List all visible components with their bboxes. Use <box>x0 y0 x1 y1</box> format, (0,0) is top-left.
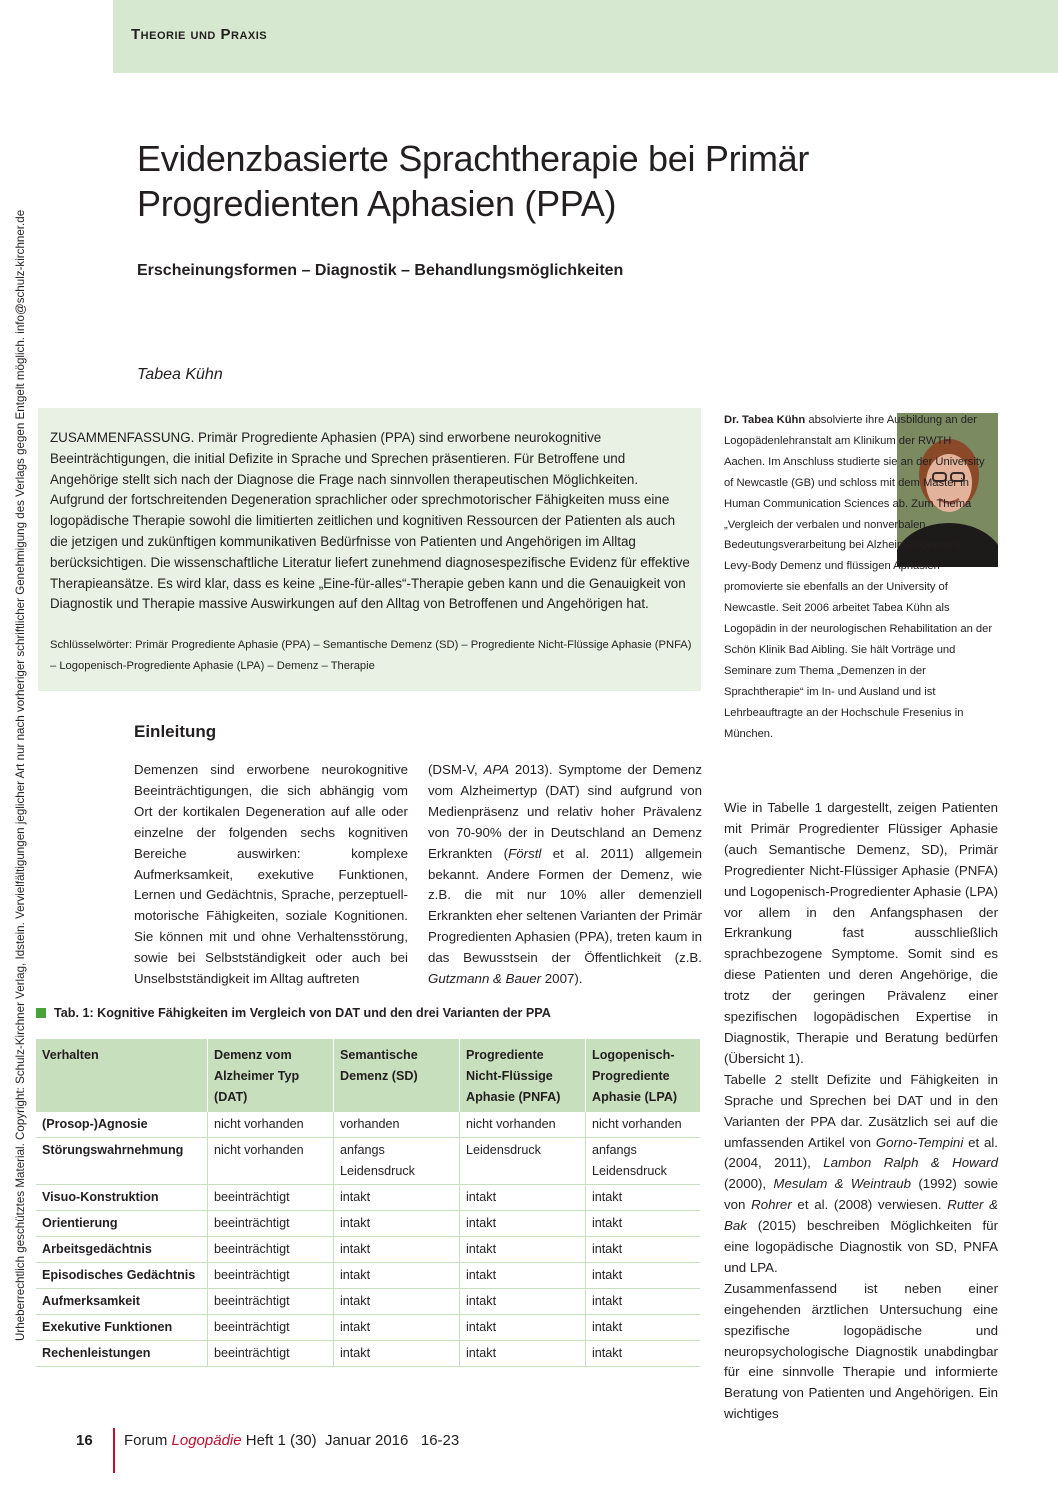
table-header-row <box>36 1039 700 1112</box>
table-cell: intakt <box>586 1341 701 1367</box>
table-row <box>36 1112 700 1138</box>
table-cell: intakt <box>334 1341 460 1367</box>
table-cell: intakt <box>586 1289 701 1315</box>
intro-column-1: Demenzen sind erworbene neurokognitive Beeinträchtigungen, die sich abhängig vom Ort der kortikalen Degeneration auf alle oder einzelne der folgenden sechs kognitiven Bereiche auswirken: komplexe Aufmerksamkeit, exekutive Funktionen, Lernen und Gedächtnis, Sprache, perzeptuell-motorische Fähigkeiten, soziale Kognitionen. Sie können mit und ohne Verhaltensstörung, sowie bei Selbstständigkeit oder auch bei Unselbstständigkeit im Alltag auftreten <box>134 762 408 987</box>
table-header-cell: Progrediente Nicht-Flüssige Aphasie (PNFA) <box>460 1039 586 1112</box>
table-cell: intakt <box>334 1315 460 1341</box>
footer-divider <box>113 1428 115 1473</box>
table-cell: intakt <box>586 1211 701 1237</box>
row-label-cell: Aufmerksamkeit <box>36 1289 208 1315</box>
row-label-cell: Rechenleistungen <box>36 1341 208 1367</box>
row-label-cell: Episodisches Gedächtnis <box>36 1263 208 1289</box>
table-header-cell: Verhalten <box>36 1039 208 1112</box>
table-cell: intakt <box>460 1341 586 1367</box>
table-cell: nicht vorhanden <box>586 1112 701 1138</box>
intro-column-3 <box>724 798 998 1425</box>
table-cell: beeinträchtigt <box>208 1341 334 1367</box>
table-cell: intakt <box>586 1237 701 1263</box>
section-label: Theorie und Praxis <box>131 26 268 43</box>
table-cell: intakt <box>460 1185 586 1211</box>
table-cell: vorhanden <box>334 1112 460 1138</box>
table-cell: intakt <box>334 1211 460 1237</box>
table-cell: beeinträchtigt <box>208 1237 334 1263</box>
table-cell: intakt <box>334 1185 460 1211</box>
table-cell: intakt <box>586 1263 701 1289</box>
row-label-cell: Exekutive Funktionen <box>36 1315 208 1341</box>
author-bio <box>724 410 994 745</box>
article-title: Evidenzbasierte Sprachtherapie bei Primär Progredienten Aphasien (PPA) <box>137 138 810 224</box>
table-row <box>36 1341 700 1367</box>
table-cell: intakt <box>460 1263 586 1289</box>
section-heading: Einleitung <box>134 722 217 741</box>
paragraph: Tabelle 2 stellt Defizite und Fähigkeiten in Sprache und Sprechen bei DAT und in den Varianten der PPA dar. Zusätzlich sei auf die umfassenden Artikel von Gorno-Tempini et al. (2004, 2011), Lambon Ralph & Howard (2000), Mesulam & Weintraub (1992) sowie von Rohrer et al. (2008) verwiesen. Rutter & Bak (2015) beschreiben Möglichkeiten für eine logopädische Diagnostik von SD, PNFA und LPA. <box>724 1071 999 1275</box>
row-label-cell: (Prosop-)Agnosie <box>36 1112 208 1138</box>
table-cell: anfangs Leidensdruck <box>586 1138 701 1185</box>
table-row <box>36 1263 700 1289</box>
table-row <box>36 1211 700 1237</box>
table-caption: Tab. 1: Kognitive Fähigkeiten im Vergleich von DAT und den drei Varianten der PPA <box>36 1006 551 1020</box>
table-cell: beeinträchtigt <box>208 1289 334 1315</box>
table-header-cell: Logopenisch-Progrediente Aphasie (LPA) <box>586 1039 701 1112</box>
table-row <box>36 1237 700 1263</box>
table-cell: intakt <box>460 1315 586 1341</box>
table-cell: intakt <box>460 1237 586 1263</box>
table-cell: intakt <box>460 1211 586 1237</box>
table-cell: beeinträchtigt <box>208 1315 334 1341</box>
page-number: 16 <box>76 1432 93 1449</box>
bio-text: absolvierte ihre Ausbildung an der Logopädenlehranstalt am Klinikum der RWTH Aachen. Im Anschluss studierte sie an der University of Newcastle (GB) und schloss mit dem Master in Human Communication Sciences ab. Zum Thema „Vergleich der verbalen und nonverbalen Bedeutungsverarbeitung bei Alzheimer-Demenz, Levy-Body Demenz und flüssigen Aphasien“ promovierte sie ebenfalls an der University of Newcastle. Seit 2006 arbeitet Tabea Kühn als Logopädin in der neurologischen Rehabilitation an der Schön Klinik Bad Aibling. Sie hält Vorträge und Seminare zum Thema „Demenzen in der Sprachtherapie“ im In- und Ausland und ist Lehrbeauftragte an der Hochschule Fresenius in München. <box>724 414 993 740</box>
row-label-cell: Visuo-Konstruktion <box>36 1185 208 1211</box>
table-row <box>36 1289 700 1315</box>
paragraph: Zusammenfassend ist neben einer eingehenden ärztlichen Untersuchung eine spezifische logopädische und neuropsychologische Diagnostik unabdingbar für eine sinnvolle Therapie und informierte Beratung von Patienten und Angehörigen. Ein wichtiges <box>724 1280 998 1422</box>
table-cell: intakt <box>460 1289 586 1315</box>
table-cell: nicht vorhanden <box>460 1112 586 1138</box>
row-label-cell: Arbeitsgedächtnis <box>36 1237 208 1263</box>
table-cell: intakt <box>586 1315 701 1341</box>
table-cell: intakt <box>334 1263 460 1289</box>
table-cell: beeinträchtigt <box>208 1263 334 1289</box>
article-subtitle: Erscheinungsformen – Diagnostik – Behandlungsmöglichkeiten <box>137 262 624 279</box>
bio-name: Dr. Tabea Kühn <box>724 414 806 426</box>
table-cell: beeinträchtigt <box>208 1185 334 1211</box>
cognitive-abilities-table <box>36 1039 700 1367</box>
table-header-cell: Semantische Demenz (SD) <box>334 1039 460 1112</box>
table-cell: intakt <box>586 1185 701 1211</box>
table-header-cell: Demenz vom Alzheimer Typ (DAT) <box>208 1039 334 1112</box>
table-cell: nicht vorhanden <box>208 1112 334 1138</box>
table-cell: beeinträchtigt <box>208 1211 334 1237</box>
intro-column-2: (DSM-V, APA 2013). Symptome der Demenz vom Alzheimertyp (DAT) sind aufgrund von Medienpräsenz und relativ hoher Prävalenz von 70-90% der in Deutschland an Demenz Erkrankten (Förstl et al. 2011) allgemein bekannt. Andere Formen der Demenz, wie z.B. die mit nur 10% aller demenziell Erkrankten eher seltenen Varianten der Primär Progredienten Aphasien (PPA), treten kaum in das Bewusstsein der Öffentlichkeit (z.B. Gutzmann & Bauer 2007). <box>428 762 702 987</box>
journal-info: Forum Logopädie Heft 1 (30) Januar 2016 16-23 <box>124 1432 460 1449</box>
copyright-notice: Urheberrechtlich geschütztes Material. Copyright: Schulz-Kirchner Verlag, Idstein. Vervielfältigungen jeglicher Art nur nach vorheriger schriftlicher Genehmigung des Verlags gegen Entgelt möglich. info@schulz-kirchner.de <box>14 209 27 1341</box>
article-author: Tabea Kühn <box>137 366 223 383</box>
table-cell: intakt <box>334 1289 460 1315</box>
row-label-cell: Störungswahrnehmung <box>36 1138 208 1185</box>
table-cell: nicht vorhanden <box>208 1138 334 1185</box>
caption-square-icon <box>36 1008 46 1018</box>
abstract-text: ZUSAMMENFASSUNG. Primär Progrediente Aphasien (PPA) sind erworbene neurokognitive Beeinträchtigungen, die initial Defizite in Sprache und Sprechen präsentieren. Für Betroffene und Angehörige stellt sich nach der Diagnose die Frage nach sinnvollen therapeutischen Möglichkeiten. Aufgrund der fortschreitenden Degeneration sprachlicher oder sprechmotorischer Fähigkeiten muss eine logopädische Therapie sowohl die limitierten zeitlichen und kognitiven Ressourcen der Patienten als auch die jetzigen und zukünftigen kommunikativen Bedürfnisse von Patienten und Angehörigen im Alltag berücksichtigen. Die wissenschaftliche Literatur liefert zunehmend diagnosespezifische Evidenz für effektive Therapieansätze. Es wird klar, dass es keine „Eine-für-alles“-Therapie geben kann und die Genauigkeit von Diagnostik und Therapie massive Auswirkungen auf den Alltag von Betroffenen und Angehörigen hat. <box>50 430 690 612</box>
table-cell: Leidensdruck <box>460 1138 586 1185</box>
table-row <box>36 1185 700 1211</box>
paragraph: Wie in Tabelle 1 dargestellt, zeigen Patienten mit Primär Progredienter Flüssiger Aphasie (auch Semantische Demenz, SD), Primär Progredienter Nicht-Flüssiger Aphasie (PNFA) und Logopenisch-Progredienter Aphasie (LPA) vor allem in den Anfangsphasen der Erkrankung fast ausschließlich sprachbezogene Symptome. Somit sind es diese Patienten und deren Angehörige, die trotz der geringen Prävalenz einer spezifischen logopädischen Expertise in Diagnostik, Therapie und Beratung bedürfen (Übersicht 1). <box>724 800 998 1066</box>
table-cell: intakt <box>334 1237 460 1263</box>
table-row <box>36 1315 700 1341</box>
table-row <box>36 1138 700 1185</box>
table-cell: anfangs Leidensdruck <box>334 1138 460 1185</box>
row-label-cell: Orientierung <box>36 1211 208 1237</box>
keywords: Schlüsselwörter: Primär Progrediente Aphasie (PPA) – Semantische Demenz (SD) – Progrediente Nicht-Flüssige Aphasie (PNFA) – Logopenisch-Progrediente Aphasie (LPA) – Demenz – Therapie <box>50 639 692 672</box>
